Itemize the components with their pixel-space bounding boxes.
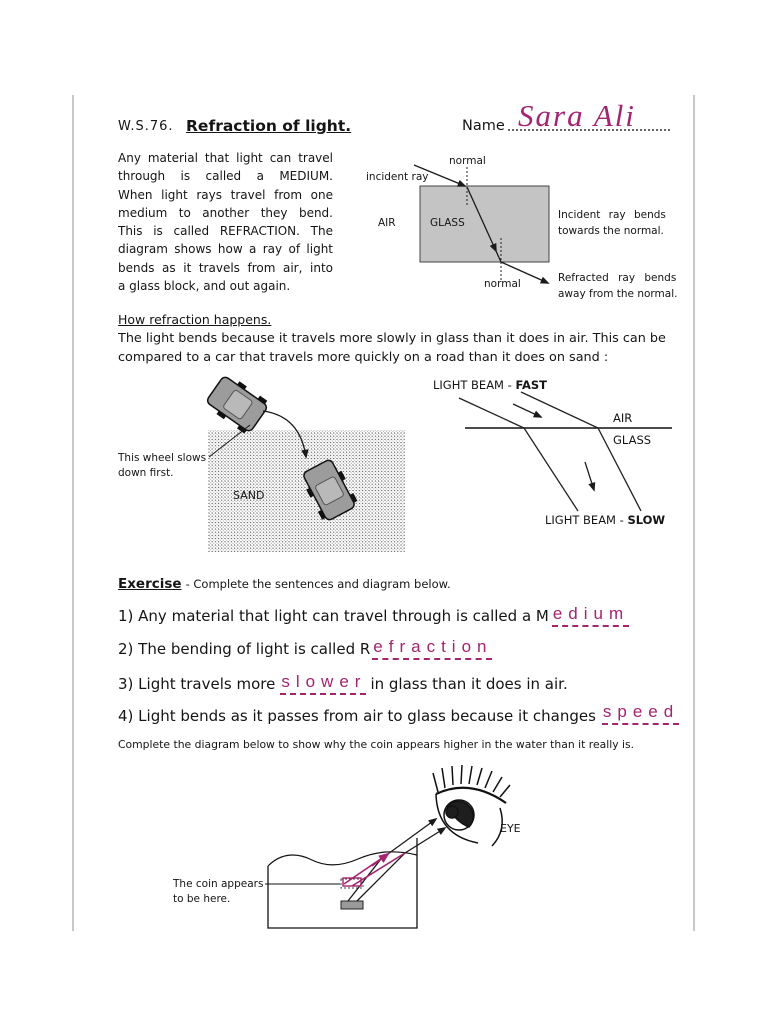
eye-icon <box>433 765 510 846</box>
light-ray-1 <box>348 819 436 901</box>
coin-diagram-instruction: Complete the diagram below to show why the coin appears higher in the water than it really is. <box>118 738 635 751</box>
light-beam-diagram <box>433 378 672 527</box>
label-beam-fast-prefix: LIGHT BEAM - <box>433 378 512 392</box>
label-refracted-note: Refracted ray bends <box>558 272 677 284</box>
label-normal-top: normal <box>449 155 486 167</box>
label-eye: EYE <box>500 822 521 835</box>
label-incident-note: towards the normal. <box>558 225 664 237</box>
intro-line: medium to another they bend. <box>118 205 333 220</box>
label-beam-fast <box>433 378 547 392</box>
intro-line: a glass block, and out again. <box>118 279 291 294</box>
handwritten-answer: edium <box>552 604 629 627</box>
exercise-item-text: 3) Light travels more <box>118 675 276 693</box>
label-normal-bottom: normal <box>484 278 521 290</box>
label-air: AIR <box>378 217 396 229</box>
car-sand-diagram <box>117 372 405 552</box>
intro-line: bends as it travels from air, into <box>118 260 333 275</box>
refraction-diagram <box>366 155 677 300</box>
handwritten-name: Sara Ali <box>518 98 636 133</box>
exercise-item-text: 1) Any material that light can travel through is called a M <box>118 607 549 625</box>
label-beam-slow-word: SLOW <box>627 513 666 527</box>
light-ray-2 <box>357 828 445 901</box>
label-wheel-note: down first. <box>118 467 174 479</box>
intro-line: This is called REFRACTION. The <box>118 224 333 239</box>
handwritten-answer: slower <box>280 672 366 695</box>
exercise-item-text: 2) The bending of light is called R <box>118 640 371 658</box>
how-refraction-line: compared to a car that travels more quickly on a road than it does on sand : <box>118 349 609 365</box>
exercise-heading: Exercise <box>118 576 182 592</box>
how-refraction-line: The light bends because it travels more slowly in glass than it does in air. This can be <box>118 331 666 346</box>
intro-line: When light rays travel from one <box>118 187 333 202</box>
intro-line: Any material that light can travel <box>118 151 333 165</box>
label-wheel-note: This wheel slows <box>118 452 207 464</box>
intro-line: diagram shows how a ray of light <box>118 242 333 257</box>
label-beam-slow <box>545 513 665 527</box>
label-beam-air: AIR <box>613 411 633 425</box>
section-heading-how-refraction: How refraction happens. <box>118 312 272 327</box>
exercise-item-text: 4) Light bends as it passes from air to glass because it changes <box>118 707 596 725</box>
car-on-road-icon <box>203 372 270 436</box>
label-coin-note: to be here. <box>173 893 231 905</box>
label-incident-ray: incident ray <box>366 171 429 183</box>
label-beam-fast-word: FAST <box>515 378 548 392</box>
label-sand: SAND <box>233 489 265 502</box>
beam-direction-arrow-glass <box>585 462 594 490</box>
exercise-instruction: - Complete the sentences and diagram below. <box>185 577 451 591</box>
label-coin-note: The coin appears <box>173 878 264 890</box>
handwritten-answer: speed <box>602 702 679 725</box>
label-refracted-note: away from the normal. <box>558 288 678 300</box>
intro-line: through is called a MEDIUM. <box>118 169 333 184</box>
light-beam-edge-left <box>459 398 578 511</box>
beam-direction-arrow-air <box>513 404 541 417</box>
label-beam-slow-prefix: LIGHT BEAM - <box>545 513 624 527</box>
worksheet-code: W.S.76. <box>118 119 174 134</box>
label-glass: GLASS <box>430 217 465 229</box>
name-label: Name <box>462 118 505 134</box>
label-incident-note: Incident ray bends <box>558 209 666 221</box>
worksheet-title: Refraction of light. <box>186 117 352 135</box>
coin-eye-diagram <box>172 765 521 928</box>
label-beam-glass: GLASS <box>613 433 652 447</box>
exercise-item-text-end: in glass than it does in air. <box>370 675 568 693</box>
real-coin <box>341 901 363 909</box>
handwritten-answer: efraction <box>372 637 492 660</box>
